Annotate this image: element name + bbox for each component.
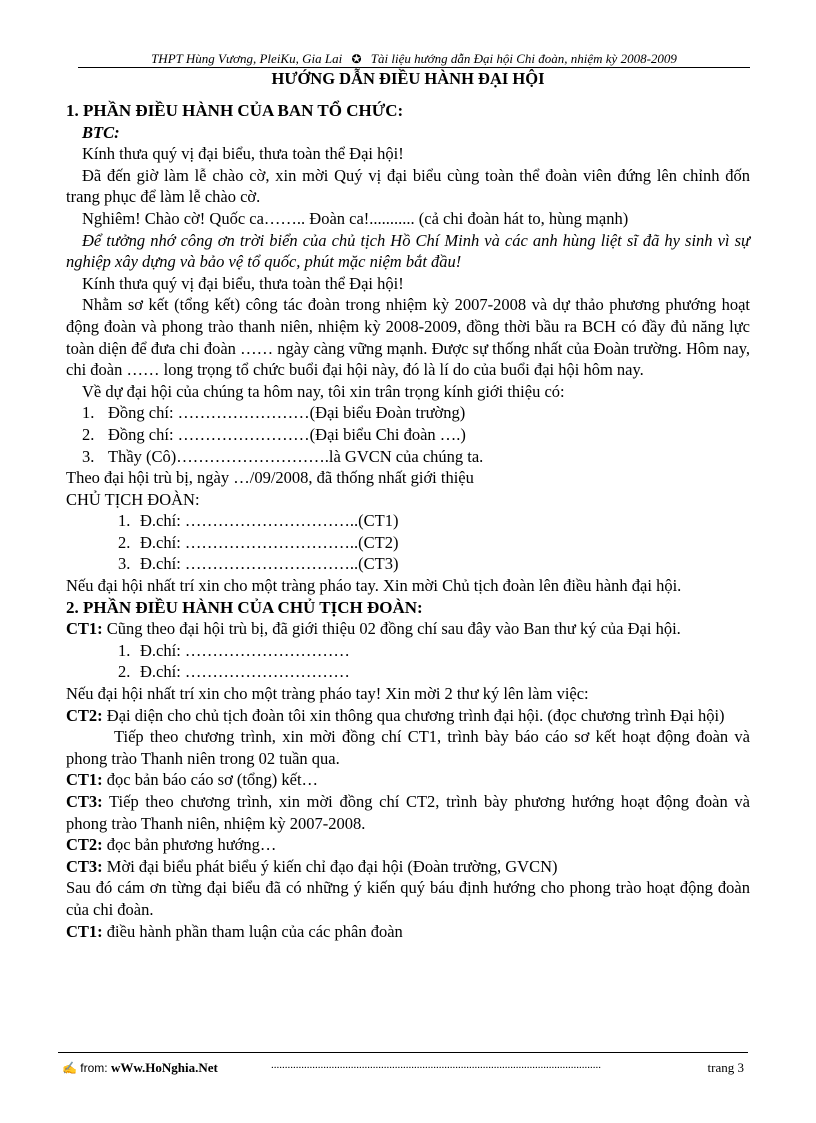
section2-heading: 2. PHẦN ĐIỀU HÀNH CỦA CHỦ TỊCH ĐOÀN: — [66, 597, 423, 617]
paragraph: Theo đại hội trù bị, ngày …/09/2008, đã thống nhất giới thiệu — [66, 468, 474, 488]
list-item: 1. Đồng chí: ……………………(Đại biểu Đoàn trường) — [82, 403, 466, 423]
paragraph: CT2: Đại diện cho chủ tịch đoàn tôi xin thông qua chương trình đại hội. (đọc chương trình Đại hội) — [66, 705, 725, 725]
footer-site-link[interactable]: wWw.HoNghia.Net — [110, 1060, 218, 1075]
paragraph: Để tưởng nhớ công ơn trời biển của chủ tịch Hồ Chí Minh và các anh hùng liệt sĩ đã hy sinh vì sự nghiệp xây dựng và bảo vệ tổ quốc, phút mặc niệm bắt đầu! — [66, 230, 750, 272]
paragraph: Đã đến giờ làm lễ chào cờ, xin mời Quý vị đại biểu cùng toàn thể đoàn viên đứng lên chỉnh đốn trang phục để làm lễ chào cờ. — [66, 165, 750, 207]
list-item: 2. Đ.chí: …………………………..(CT2) — [118, 532, 399, 552]
footer-leader-dots: ........................................................................................................................ — [271, 1059, 601, 1071]
list-item: 3. Đ.chí: …………………………..(CT3) — [118, 554, 399, 574]
chair-list — [66, 510, 750, 575]
btc-label: BTC: — [82, 122, 120, 142]
paragraph: Nếu đại hội nhất trí xin cho một tràng pháo tay. Xin mời Chủ tịch đoàn lên điều hành đại hội. — [66, 576, 682, 596]
list-item: 2. Đ.chí: ………………………… — [118, 662, 350, 682]
secretary-list — [66, 640, 750, 683]
guest-list — [66, 402, 750, 467]
star-icon: ✪ — [351, 52, 362, 66]
section1-heading: 1. PHẦN ĐIỀU HÀNH CỦA BAN TỔ CHỨC: — [66, 101, 404, 120]
paragraph: CT3: Mời đại biểu phát biểu ý kiến chỉ đạo đại hội (Đoàn trường, GVCN) — [66, 856, 558, 876]
paragraph: CT2: đọc bản phương hướng… — [66, 835, 277, 855]
document-body — [66, 100, 750, 942]
list-item: 1. Đ.chí: ………………………… — [118, 640, 350, 660]
page-number: trang 3 — [707, 1060, 744, 1075]
list-item: 2. Đồng chí: ……………………(Đại biểu Chi đoàn ….) — [82, 424, 466, 444]
paragraph: Kính thưa quý vị đại biểu, thưa toàn thể Đại hội! — [82, 144, 404, 164]
paragraph: CT3: Tiếp theo chương trình, xin mời đồng chí CT2, trình bày phương hướng hoạt động đoàn và phong trào Thanh niên, nhiệm kỳ 2007-2008. — [66, 792, 750, 833]
list-item: 3. Thầy (Cô)……………………….là GVCN của chúng ta. — [82, 446, 484, 466]
paragraph: Kính thưa quý vị đại biểu, thưa toàn thể Đại hội! — [82, 273, 404, 293]
pen-icon: ✍ — [62, 1061, 77, 1075]
paragraph: CT1: Cũng theo đại hội trù bị, đã giới thiệu 02 đồng chí sau đây vào Ban thư ký của Đại hội. — [66, 619, 681, 639]
list-item: 1. Đ.chí: …………………………..(CT1) — [118, 511, 399, 531]
footer-source: ✍ from: wWw.HoNghia.Net — [62, 1060, 218, 1075]
paragraph: Tiếp theo chương trình, xin mời đồng chí CT1, trình bày báo cáo sơ kết hoạt động đoàn và phong trào Thanh niên trong 02 tuần qua. — [66, 727, 750, 768]
paragraph: CT1: đọc bản báo cáo sơ (tổng) kết… — [66, 770, 319, 790]
paragraph: Nếu đại hội nhất trí xin cho một tràng pháo tay! Xin mời 2 thư ký lên làm việc: — [66, 684, 589, 704]
page-title: HƯỚNG DẪN ĐIỀU HÀNH ĐẠI HỘI — [271, 69, 545, 88]
page-footer — [58, 1052, 748, 1075]
header-school: THPT Hùng Vương, PleiKu, Gia Lai — [151, 51, 343, 66]
paragraph: CHỦ TỊCH ĐOÀN: — [66, 489, 200, 509]
header-doc-title: Tài liệu hướng dẫn Đại hội Chi đoàn, nhiệm kỳ 2008-2009 — [370, 51, 677, 66]
paragraph: Nghiêm! Chào cờ! Quốc ca…….. Đoàn ca!........... (cả chi đoàn hát to, hùng mạnh) — [82, 208, 629, 228]
page-header — [78, 50, 750, 68]
paragraph: Nhằm sơ kết (tổng kết) công tác đoàn trong nhiệm kỳ 2007-2008 và dự thảo phương phướng hoạt động đoàn và phong trào thanh niên, nhiệm kỳ 2008-2009, đồng thời bầu ra BCH có đầy đủ năng lực toàn diện để đưa chi đoàn …… ngày càng vững mạnh. Được sự thống nhất của Đoàn trường. Hôm nay, chi đoàn …… long trọng tổ chức buổi đại hội này, đó là lí do của buổi đại hội hôm nay. — [66, 295, 750, 380]
paragraph: Sau đó cám ơn từng đại biểu đã có những ý kiến quý báu định hướng cho phong trào hoạt động đoàn của chi đoàn. — [66, 878, 750, 919]
paragraph: CT1: điều hành phần tham luận của các phân đoàn — [66, 921, 403, 941]
paragraph: Về dự đại hội của chúng ta hôm nay, tôi xin trân trọng kính giới thiệu có: — [82, 381, 565, 401]
